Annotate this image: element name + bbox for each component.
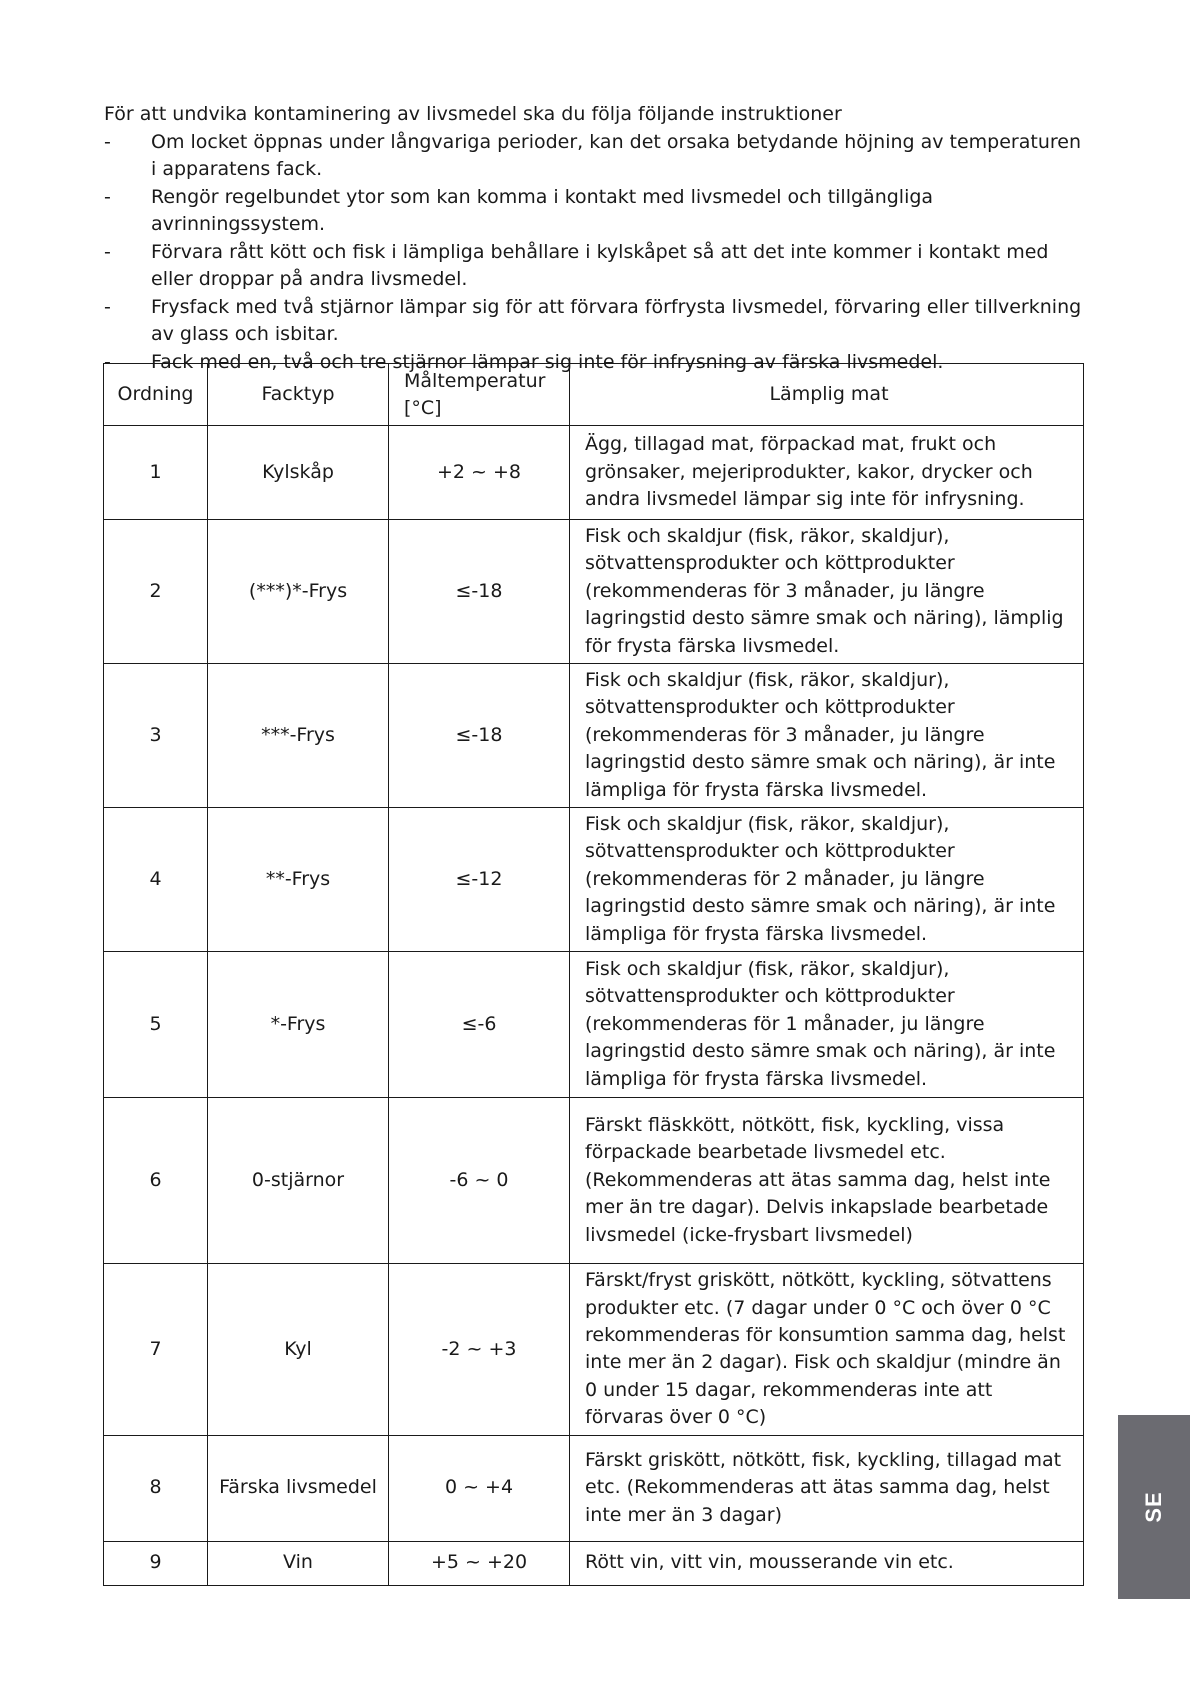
cell-temp: ≤-18 bbox=[389, 520, 570, 664]
cell-order: 2 bbox=[104, 520, 208, 664]
cell-order: 1 bbox=[104, 426, 208, 520]
header-temp: Måltemperatur [°C] bbox=[389, 364, 570, 426]
bullet-text: Om locket öppnas under långvariga perioder, kan det orsaka betydande höjning av temperaturen i apparatens fack. bbox=[151, 130, 1082, 180]
table-row bbox=[104, 808, 1084, 952]
table-row bbox=[104, 1541, 1084, 1585]
cell-food: Färskt griskött, nötkött, fisk, kyckling, tillagad mat etc. (Rekommenderas att ätas samma dag, helst inte mer än 3 dagar) bbox=[570, 1435, 1084, 1541]
storage-table bbox=[103, 363, 1084, 1586]
header-food: Lämplig mat bbox=[570, 364, 1084, 426]
list-item bbox=[104, 129, 1084, 184]
bullet-text: Fack med en, två och tre stjärnor lämpar sig inte för infrysning av färska livsmedel. bbox=[151, 350, 944, 373]
table-row bbox=[104, 1098, 1084, 1264]
table-row bbox=[104, 664, 1084, 808]
bullet-dash: - bbox=[104, 240, 111, 263]
intro-section bbox=[104, 101, 1084, 376]
cell-order: 6 bbox=[104, 1098, 208, 1264]
cell-order: 9 bbox=[104, 1541, 208, 1585]
table-row bbox=[104, 1264, 1084, 1435]
bullet-text: Rengör regelbundet ytor som kan komma i kontakt med livsmedel och tillgängliga avrinningssystem. bbox=[151, 185, 934, 235]
list-item bbox=[104, 239, 1084, 294]
cell-temp: ≤-12 bbox=[389, 808, 570, 952]
bullet-dash: - bbox=[104, 350, 111, 373]
header-order: Ordning bbox=[104, 364, 208, 426]
intro-heading: För att undvika kontaminering av livsmedel ska du följa följande instruktioner bbox=[104, 103, 842, 125]
cell-food: Färskt/fryst griskött, nötkött, kyckling, sötvattens produkter etc. (7 dagar under 0 °C och över 0 °C rekommenderas för konsumtion samma dag, helst inte mer än 2 dagar). Fisk och skaldjur (mindre än 0 under 15 dagar, rekommenderas inte att förvaras över 0 °C) bbox=[570, 1264, 1084, 1435]
table-row bbox=[104, 1435, 1084, 1541]
cell-food: Fisk och skaldjur (fisk, räkor, skaldjur), sötvattensprodukter och köttprodukter (rekommenderas för 3 månader, ju längre lagringstid desto sämre smak och näring), lämplig för frysta färska livsmedel. bbox=[570, 520, 1084, 664]
header-type: Facktyp bbox=[208, 364, 389, 426]
bullet-dash: - bbox=[104, 185, 111, 208]
table-row bbox=[104, 426, 1084, 520]
table-header-row bbox=[104, 364, 1084, 426]
cell-temp: 0 ~ +4 bbox=[389, 1435, 570, 1541]
cell-food: Fisk och skaldjur (fisk, räkor, skaldjur), sötvattensprodukter och köttprodukter (rekommenderas för 1 månader, ju längre lagringstid desto sämre smak och näring), är inte lämpliga för frysta färska livsmedel. bbox=[570, 952, 1084, 1098]
table-row bbox=[104, 952, 1084, 1098]
cell-temp: +5 ~ +20 bbox=[389, 1541, 570, 1585]
cell-temp: -6 ~ 0 bbox=[389, 1098, 570, 1264]
cell-order: 3 bbox=[104, 664, 208, 808]
table-row bbox=[104, 520, 1084, 664]
cell-type: *-Frys bbox=[208, 952, 389, 1098]
cell-order: 4 bbox=[104, 808, 208, 952]
cell-food: Fisk och skaldjur (fisk, räkor, skaldjur), sötvattensprodukter och köttprodukter (rekommenderas för 2 månader, ju längre lagringstid desto sämre smak och näring), är inte lämpliga för frysta färska livsmedel. bbox=[570, 808, 1084, 952]
cell-food: Ägg, tillagad mat, förpackad mat, frukt och grönsaker, mejeriprodukter, kakor, drycker och andra livsmedel lämpar sig inte för infrysning. bbox=[570, 426, 1084, 520]
language-tab-label: SE bbox=[1141, 1491, 1166, 1523]
bullet-dash: - bbox=[104, 130, 111, 153]
cell-food: Rött vin, vitt vin, mousserande vin etc. bbox=[570, 1541, 1084, 1585]
cell-temp: ≤-18 bbox=[389, 664, 570, 808]
cell-food: Fisk och skaldjur (fisk, räkor, skaldjur), sötvattensprodukter och köttprodukter (rekommenderas för 3 månader, ju längre lagringstid desto sämre smak och näring), är inte lämpliga för frysta färska livsmedel. bbox=[570, 664, 1084, 808]
cell-temp: -2 ~ +3 bbox=[389, 1264, 570, 1435]
language-tab bbox=[1118, 1415, 1190, 1599]
cell-type: ***-Frys bbox=[208, 664, 389, 808]
list-item bbox=[104, 184, 1084, 239]
cell-temp: ≤-6 bbox=[389, 952, 570, 1098]
cell-type: Färska livsmedel bbox=[208, 1435, 389, 1541]
cell-type: Kylskåp bbox=[208, 426, 389, 520]
cell-type: **-Frys bbox=[208, 808, 389, 952]
bullet-text: Frysfack med två stjärnor lämpar sig för att förvara förfrysta livsmedel, förvaring eller tillverkning av glass och isbitar. bbox=[151, 295, 1082, 345]
cell-order: 8 bbox=[104, 1435, 208, 1541]
cell-type: Vin bbox=[208, 1541, 389, 1585]
list-item bbox=[104, 294, 1084, 349]
bullet-dash: - bbox=[104, 295, 111, 318]
cell-temp: +2 ~ +8 bbox=[389, 426, 570, 520]
cell-order: 7 bbox=[104, 1264, 208, 1435]
cell-food: Färskt fläskkött, nötkött, fisk, kyckling, vissa förpackade bearbetade livsmedel etc. (Rekommenderas att ätas samma dag, helst inte mer än tre dagar). Delvis inkapslade bearbetade livsmedel (icke-frysbart livsmedel) bbox=[570, 1098, 1084, 1264]
cell-type: (***)*-Frys bbox=[208, 520, 389, 664]
bullet-text: Förvara rått kött och fisk i lämpliga behållare i kylskåpet så att det inte kommer i kontakt med eller droppar på andra livsmedel. bbox=[151, 240, 1049, 290]
cell-order: 5 bbox=[104, 952, 208, 1098]
cell-type: 0-stjärnor bbox=[208, 1098, 389, 1264]
cell-type: Kyl bbox=[208, 1264, 389, 1435]
instruction-list bbox=[104, 129, 1084, 377]
